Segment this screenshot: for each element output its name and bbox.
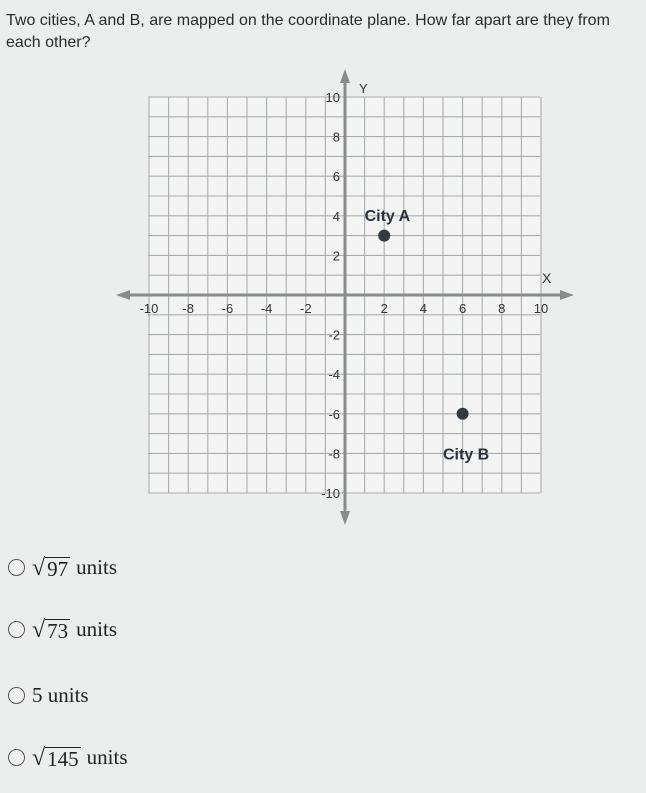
- y-tick-label: -10: [321, 486, 340, 501]
- unit-label: units: [76, 555, 118, 579]
- x-axis-label: X: [542, 270, 552, 286]
- y-axis-label: Y: [359, 81, 368, 96]
- question-text: Two cities, A and B, are mapped on the coordinate plane. How far apart are they from each other?: [6, 12, 610, 51]
- radical-sign: √: [32, 617, 46, 643]
- x-tick-label: 4: [419, 301, 428, 316]
- x-tick-label: -10: [139, 301, 159, 316]
- x-tick-label: -4: [260, 301, 273, 316]
- city-b-label: City B: [443, 446, 490, 464]
- y-axis-arrow-up: [340, 69, 350, 83]
- y-axis-arrow-down: [340, 511, 350, 525]
- choice-sqrt-145[interactable]: [8, 745, 128, 770]
- x-tick-label: 8: [498, 301, 506, 316]
- unit-label: units: [76, 617, 118, 641]
- y-tick-label: -2: [328, 327, 340, 343]
- sqrt-expression: [32, 617, 70, 642]
- x-tick-label: -2: [300, 301, 312, 316]
- point-city-a: [378, 230, 390, 242]
- choice-label: 5 units: [32, 683, 89, 707]
- radio-button[interactable]: [8, 749, 25, 766]
- y-tick-label: 2: [332, 248, 340, 264]
- y-tick-label: -4: [328, 367, 340, 383]
- unit-label: units: [86, 745, 128, 769]
- y-tick-label: 4: [332, 208, 340, 224]
- x-axis-arrow-left: [116, 290, 130, 300]
- choice-sqrt-73[interactable]: [8, 617, 117, 642]
- radicand: 145: [47, 747, 79, 771]
- radio-button[interactable]: [8, 559, 25, 576]
- radio-button[interactable]: [8, 687, 25, 704]
- y-tick-label: -8: [328, 446, 340, 462]
- x-tick-label: 10: [533, 301, 549, 316]
- sqrt-expression: [32, 555, 70, 580]
- x-tick-label: -6: [221, 301, 234, 316]
- city-a-label: City A: [364, 207, 411, 225]
- x-axis-arrow-right: [560, 290, 574, 300]
- choice-sqrt-97[interactable]: [8, 555, 117, 580]
- radical-sign: √: [32, 745, 46, 771]
- y-tick-label: 6: [332, 169, 340, 185]
- y-tick-label: 10: [325, 90, 340, 105]
- point-city-b: [457, 408, 469, 420]
- radical-sign: √: [32, 555, 46, 581]
- y-tick-label: -6: [328, 406, 340, 422]
- x-tick-label: 6: [458, 301, 467, 316]
- x-tick-label: -8: [182, 301, 194, 316]
- radio-button[interactable]: [8, 621, 25, 638]
- radicand: 73: [47, 619, 69, 643]
- y-tick-label: 8: [332, 129, 340, 145]
- x-tick-label: 2: [380, 301, 388, 316]
- choice-5-units[interactable]: [8, 683, 89, 708]
- sqrt-expression: [32, 745, 81, 770]
- radicand: 97: [47, 557, 69, 581]
